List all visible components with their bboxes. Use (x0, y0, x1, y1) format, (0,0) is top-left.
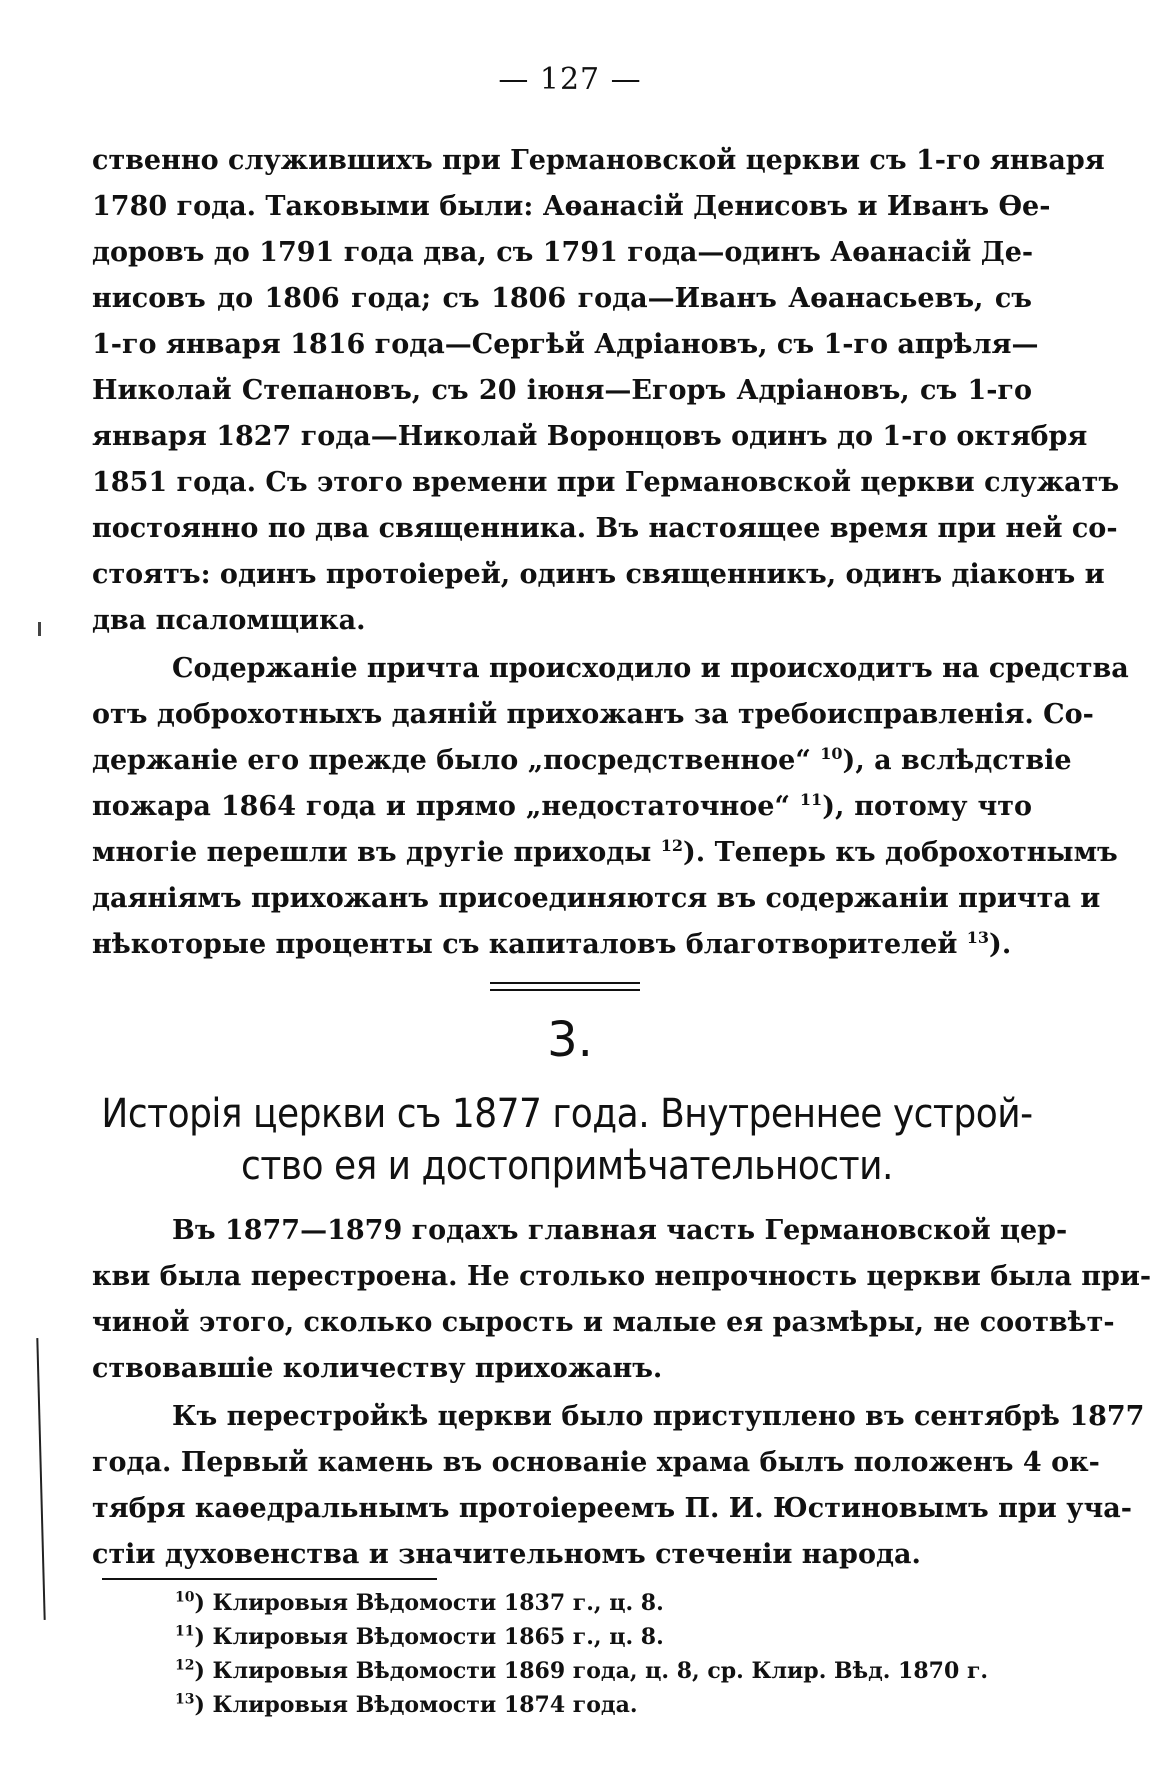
text-line: стіи духовенства и значительномъ стеченіи народа. (92, 1539, 921, 1570)
text-line: ствовавшіе количеству прихожанъ. (92, 1353, 663, 1384)
section-number: 3. (547, 1012, 593, 1068)
text-line: отъ доброхотныхъ даяній прихожанъ за требоисправленія. Со- (92, 699, 1094, 730)
footnote-ref-11: 11 (799, 790, 823, 809)
text-fragment: ). (989, 929, 1012, 960)
footnote-item (175, 1586, 1045, 1620)
text-line: нисовъ до 1806 года; съ 1806 года—Иванъ Аѳанасьевъ, съ (92, 283, 1032, 314)
footnote-text: ) Клировыя Вѣдомости 1865 г., ц. 8. (194, 1624, 664, 1650)
text-line-with-footnote (92, 830, 1118, 876)
paragraph-rebuild (92, 1208, 1151, 1392)
text-fragment: ), потому что (822, 791, 1032, 822)
text-line: января 1827 года—Николай Воронцовъ одинъ до 1-го октября (92, 421, 1088, 452)
text-fragment: пожара 1864 года и прямо „недостаточное“ (92, 791, 790, 822)
text-line: постоянно по два священника. Въ настоящее время при ней со- (92, 513, 1118, 544)
footnote-ref-10: 10 (820, 744, 843, 763)
footnote-mark: 13 (175, 1691, 195, 1708)
text-line: 1780 года. Таковыми были: Аѳанасій Денисовъ и Иванъ Ѳе- (92, 191, 1051, 222)
footnote-mark: 10 (175, 1589, 195, 1606)
footnotes (175, 1586, 1045, 1722)
text-line: Къ перестройкѣ церкви было приступлено въ сентябрѣ 1877 (172, 1401, 1145, 1432)
text-fragment: ). Теперь къ доброхотнымъ (683, 837, 1118, 868)
text-line: чиной этого, сколько сырость и малые ея размѣры, не соотвѣт- (92, 1307, 1115, 1338)
text-fragment: держаніе его прежде было „посредственное“ (92, 745, 811, 776)
footnote-item (175, 1620, 1045, 1654)
paragraph-clergy-history (92, 138, 1120, 644)
text-line: Николай Степановъ, съ 20 іюня—Егоръ Адріановъ, съ 1-го (92, 375, 1032, 406)
margin-mark (38, 622, 41, 636)
text-line: ственно служившихъ при Германовской церкви съ 1-го января (92, 145, 1105, 176)
footnote-text: ) Клировыя Вѣдомости 1837 г., ц. 8. (194, 1590, 664, 1616)
footnote-text: ) Клировыя Вѣдомости 1874 года. (194, 1692, 638, 1718)
footnote-text: ) Клировыя Вѣдомости 1869 года, ц. 8, ср. Клир. Вѣд. 1870 г. (194, 1658, 989, 1684)
heading-line: ство ея и достопримѣчательности. (241, 1143, 893, 1189)
footnote-ref-12: 12 (660, 836, 683, 855)
footnote-item (175, 1654, 1045, 1688)
text-line: 1851 года. Съ этого времени при Германовской церкви служатъ (92, 467, 1120, 498)
text-line: доровъ до 1791 года два, съ 1791 года—одинъ Аѳанасій Де- (92, 237, 1034, 268)
section-heading (92, 1088, 1042, 1192)
text-line: стоятъ: одинъ протоіерей, одинъ священникъ, одинъ діаконъ и (92, 559, 1105, 590)
paragraph-foundation (92, 1394, 1145, 1578)
footnote-mark: 11 (175, 1623, 195, 1640)
footnote-separator (102, 1578, 437, 1580)
text-line: 1-го января 1816 года—Сергѣй Адріановъ, съ 1-го апрѣля— (92, 329, 1039, 360)
text-fragment: многіе перешли въ другіе приходы (92, 837, 652, 868)
footnote-item (175, 1688, 1045, 1722)
text-line: Содержаніе причта происходило и происходитъ на средства (172, 653, 1129, 684)
footnote-mark: 12 (175, 1657, 195, 1674)
text-line: кви была перестроена. Не столько непрочность церкви была при- (92, 1261, 1151, 1292)
margin-line (36, 1338, 45, 1620)
text-line-with-footnote (92, 738, 1072, 784)
text-fragment: ), а вслѣдствіе (842, 745, 1072, 776)
text-line: тября каѳедральнымъ протоіереемъ П. И. Юстиновымъ при уча- (92, 1493, 1132, 1524)
text-line: Въ 1877—1879 годахъ главная часть Германовской цер- (172, 1215, 1068, 1246)
text-line-with-footnote (92, 784, 1032, 830)
footnote-ref-13: 13 (966, 928, 990, 947)
text-line: даяніямъ прихожанъ присоединяются въ содержаніи причта и (92, 883, 1101, 914)
paragraph-maintenance (92, 646, 1129, 968)
text-line-with-footnote (92, 922, 1032, 968)
heading-line: Исторія церкви съ 1877 года. Внутреннее устрой- (101, 1091, 1033, 1137)
text-line: два псаломщика. (92, 605, 366, 636)
text-line: года. Первый камень въ основаніе храма былъ положенъ 4 ок- (92, 1447, 1100, 1478)
page-number: — 127 — (498, 62, 642, 97)
text-fragment: нѣкоторые проценты съ капиталовъ благотворителей (92, 929, 958, 960)
section-divider (490, 982, 640, 991)
